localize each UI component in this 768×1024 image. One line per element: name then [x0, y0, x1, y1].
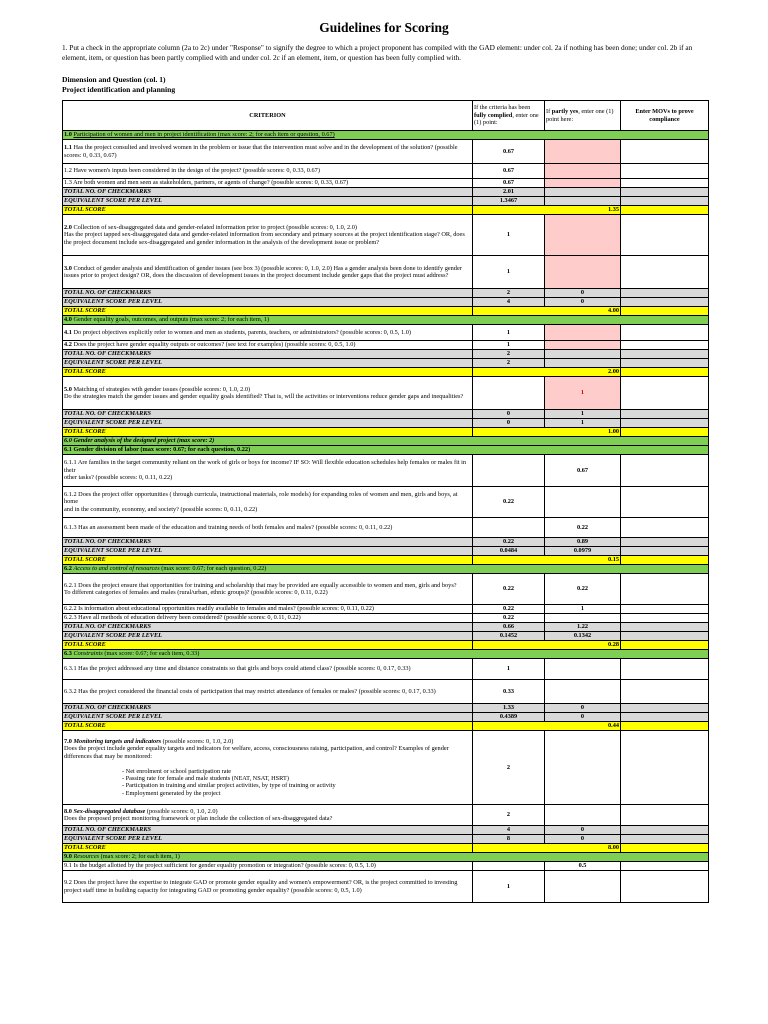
equivalent-row [63, 419, 709, 428]
header-text: If [546, 108, 552, 116]
checkmarks-row [63, 410, 709, 419]
criterion-number: 8.0 [64, 807, 74, 815]
table-row [63, 518, 709, 538]
partly-score-cell[interactable] [545, 256, 621, 289]
checkmarks-full-value: 0.22 [473, 538, 545, 547]
equivalent-label: EQUIVALENT SCORE PER LEVEL [63, 298, 473, 307]
checkmarks-full-value: 0 [473, 410, 545, 419]
table-row [63, 805, 709, 826]
equivalent-row [63, 359, 709, 368]
table-row [63, 605, 709, 614]
checkmarks-movs-cell [621, 538, 709, 547]
criterion-8-0 [63, 805, 473, 826]
table-row [63, 179, 709, 188]
full-score-cell[interactable]: 0.22 [473, 605, 545, 614]
criterion-text: 6.1.1 Are families in the target community reliant on the work of girls or boys for income? IF SO: Will flexible education schedules help females or males fit in their [64, 459, 467, 474]
table-row [63, 164, 709, 179]
table-row [63, 574, 709, 605]
equivalent-full-value: 0 [473, 419, 545, 428]
criterion-text: Collection of sex-disaggregated data and gender-related information prior to project (possible scores: 0, 1.0, 2.0) [73, 223, 357, 231]
criterion-6-1-1 [63, 455, 473, 487]
movs-cell[interactable] [621, 140, 709, 164]
total-score-label: TOTAL SCORE [63, 206, 473, 215]
list-item: - Employment generated by the project [122, 789, 221, 797]
full-score-cell[interactable]: 2 [473, 805, 545, 826]
movs-cell[interactable] [621, 574, 709, 605]
checkmarks-label: TOTAL NO. OF CHECKMARKS [63, 188, 473, 197]
dimension-heading [62, 75, 175, 95]
movs-cell[interactable] [621, 805, 709, 826]
movs-cell[interactable] [621, 871, 709, 903]
criterion-text: (possible scores: 0, 1.0, 2.0) [145, 807, 218, 815]
instructions-text: 1. Put a check in the appropriate column (2a to 2c) under "Response" to signify the degree to which a project proponent has compiled with the GAD element: under col. 2a if nothing has been done; under col. 2b if an element, item, or question has been partly complied with and under col. 2c if an element, item, or question has been fully complied with. [62, 43, 693, 62]
total-score-label: TOTAL SCORE [63, 556, 473, 565]
partly-score-cell[interactable]: 0.5 [545, 862, 621, 871]
criterion-6-2-2: 6.2.2 Is information about educational opportunities readily available to females and males? (possible scores: 0, 0.11, 0.22) [63, 605, 473, 614]
list-item: - Passing rate for female and male students (NEAT, NSAT, HSRT) [122, 774, 289, 782]
partly-score-cell[interactable] [545, 215, 621, 256]
checkmarks-partly-value: 0.89 [545, 538, 621, 547]
partly-score-cell[interactable] [545, 805, 621, 826]
equivalent-label: EQUIVALENT SCORE PER LEVEL [63, 419, 473, 428]
section-9-header [63, 853, 709, 862]
criterion-number: 4.2 [64, 341, 74, 349]
movs-cell[interactable] [621, 256, 709, 289]
criterion-text: Does the project have gender equality outputs or outcomes? (see text for examples) (possible scores: 0, 0.5, 1.0) [73, 341, 356, 349]
partly-score-cell[interactable] [545, 341, 621, 350]
indicator-list [64, 768, 471, 798]
criterion-text: Does the project include gender equality targets and indicators for welfare, access, consciousness raising, participation, and control? Examples of gender differences that may be monitored: [64, 745, 449, 760]
full-score-cell[interactable] [473, 518, 545, 538]
criterion-5-0 [63, 377, 473, 410]
checkmarks-full-value: 1.33 [473, 704, 545, 713]
total-score-value: 2.00 [473, 368, 621, 377]
criterion-4-1 [63, 325, 473, 341]
table-row [63, 215, 709, 256]
equivalent-partly-value: 0.1342 [545, 632, 621, 641]
partly-score-cell[interactable] [545, 140, 621, 164]
section-header-row [63, 131, 709, 140]
criterion-text: Matching of strategies with gender issues (possible scores: 0, 1.0, 2.0) [73, 385, 251, 393]
checkmarks-movs-cell [621, 623, 709, 632]
movs-cell[interactable] [621, 179, 709, 188]
table-row [63, 455, 709, 487]
equivalent-movs-cell [621, 359, 709, 368]
total-score-row [63, 556, 709, 565]
section-number: 1.0 [64, 131, 74, 139]
section-header-row [63, 565, 709, 574]
total-score-value: 1.35 [473, 206, 621, 215]
header-emphasis: partly yes [551, 108, 579, 116]
table-row [63, 680, 709, 704]
partly-score-cell[interactable]: 0.22 [545, 518, 621, 538]
full-score-cell[interactable]: 1 [473, 325, 545, 341]
checkmarks-label: TOTAL NO. OF CHECKMARKS [63, 826, 473, 835]
total-score-value: 4.00 [473, 307, 621, 316]
criterion-number: 7.0 [64, 737, 74, 745]
section-6-1-header: 6.1 Gender division of labor (max score: 0.67; for each question, 0.22) [63, 446, 709, 455]
checkmarks-row [63, 289, 709, 298]
criterion-number: 5.0 [64, 385, 74, 393]
equivalent-full-value: 0.1452 [473, 632, 545, 641]
total-score-label: TOTAL SCORE [63, 844, 473, 853]
full-score-cell[interactable]: 0.22 [473, 614, 545, 623]
checkmarks-full-value: 2.01 [473, 188, 545, 197]
movs-cell[interactable] [621, 377, 709, 410]
total-score-row [63, 844, 709, 853]
checkmarks-partly-value [545, 188, 621, 197]
movs-cell[interactable] [621, 731, 709, 805]
full-score-cell[interactable]: 0.67 [473, 140, 545, 164]
equivalent-full-value: 1.3467 [473, 197, 545, 206]
total-movs-cell [621, 206, 709, 215]
scoring-table [62, 100, 709, 903]
equivalent-row [63, 547, 709, 556]
movs-cell[interactable] [621, 164, 709, 179]
equivalent-partly-value: 0.0979 [545, 547, 621, 556]
header-text: , enter one (1) point here: [546, 108, 614, 123]
equivalent-partly-value: 1 [545, 419, 621, 428]
full-score-cell[interactable]: 0.67 [473, 179, 545, 188]
criterion-7-0 [63, 731, 473, 805]
section-number: 4.0 [64, 316, 74, 324]
total-movs-cell [621, 307, 709, 316]
partly-score-cell[interactable]: 0.22 [545, 574, 621, 605]
checkmarks-partly-value: 0 [545, 704, 621, 713]
criterion-1-2: 1.2 Have women's inputs been considered in the design of the project? (possible scores: 0, 0.33, 0.67) [63, 164, 473, 179]
equivalent-row [63, 632, 709, 641]
equivalent-partly-value: 0 [545, 298, 621, 307]
criterion-9-1: 9.1 Is the budget allotted by the project sufficient for gender equality promotion or integration? (possible scores: 0, 0.5, 1.0) [63, 862, 473, 871]
equivalent-row [63, 298, 709, 307]
table-row [63, 871, 709, 903]
total-score-label: TOTAL SCORE [63, 722, 473, 731]
partly-score-cell[interactable] [545, 659, 621, 680]
criterion-text: Has the project tapped sex-disaggregated data and gender-related information from secondary and primary sources at the project identification stage? OR, does the project document include sex-disaggregated and gender information in the analysis of the development issue or problem? [64, 231, 465, 246]
total-movs-cell [621, 641, 709, 650]
total-score-row [63, 307, 709, 316]
total-movs-cell [621, 556, 709, 565]
partly-score-cell[interactable] [545, 614, 621, 623]
partly-score-cell[interactable] [545, 680, 621, 704]
equivalent-movs-cell [621, 713, 709, 722]
movs-cell[interactable] [621, 455, 709, 487]
checkmarks-full-value: 4 [473, 826, 545, 835]
criterion-3-0 [63, 256, 473, 289]
criterion-2-0 [63, 215, 473, 256]
equivalent-partly-value: 0 [545, 835, 621, 844]
criterion-title: Monitoring targets and indicators [73, 737, 162, 745]
section-title: Access to and control of resources [73, 565, 160, 573]
full-score-cell[interactable]: 1 [473, 215, 545, 256]
criterion-number: 1.1 [64, 144, 74, 152]
dimension-subheading: Project identification and planning [62, 85, 176, 94]
section-title: Gender equality goals, outcomes, and outputs (max score: 2; for each item, 1) [73, 316, 270, 324]
list-item: - Net enrolment or school participation rate [122, 767, 232, 775]
criterion-title: Sex-disaggregated database [73, 807, 146, 815]
section-1-header [63, 131, 709, 140]
total-movs-cell [621, 722, 709, 731]
criterion-text: 6.2.1 Does the project ensure that opportunities for training and scholarship that may be provided are equally accessible to women and men, girls and boys? [64, 581, 457, 589]
section-6-header: 6.0 Gender analysis of the designed project (max score: 2) [63, 437, 709, 446]
partly-score-cell[interactable] [545, 487, 621, 518]
checkmarks-full-value: 2 [473, 350, 545, 359]
total-score-label: TOTAL SCORE [63, 307, 473, 316]
equivalent-label: EQUIVALENT SCORE PER LEVEL [63, 359, 473, 368]
fully-complied-header [473, 101, 545, 131]
movs-cell[interactable] [621, 487, 709, 518]
criterion-6-3-1: 6.3.1 Has the project addressed any time and distance constraints so that girls and boys could attend class? (possible scores: 0, 0.17, 0.33) [63, 659, 473, 680]
total-score-label: TOTAL SCORE [63, 368, 473, 377]
movs-cell[interactable] [621, 518, 709, 538]
section-title: Resources [73, 853, 100, 861]
section-6-2-header [63, 565, 709, 574]
criterion-text: Does the proposed project monitoring framework or plan include the collection of sex-disaggregated data? [64, 815, 333, 822]
checkmarks-label: TOTAL NO. OF CHECKMARKS [63, 538, 473, 547]
table-header-row [63, 101, 709, 131]
total-score-value: 8.00 [473, 844, 621, 853]
checkmarks-row [63, 704, 709, 713]
dimension-question-label: Dimension and Question (col. 1) [62, 75, 166, 84]
full-score-cell[interactable]: 1 [473, 659, 545, 680]
partly-score-cell[interactable]: 0.67 [545, 455, 621, 487]
criterion-6-1-3: 6.1.3 Has an assessment been made of the education and training needs of both females and males? (possible scores: 0, 0.11, 0.22) [63, 518, 473, 538]
table-row [63, 140, 709, 164]
checkmarks-partly-value [545, 350, 621, 359]
total-score-value: 1.00 [473, 428, 621, 437]
criterion-header: CRITERION [63, 101, 473, 131]
total-movs-cell [621, 428, 709, 437]
header-emphasis: fully complied [474, 111, 513, 119]
full-score-cell[interactable] [473, 862, 545, 871]
checkmarks-partly-value: 1.22 [545, 623, 621, 632]
section-header-row [63, 446, 709, 455]
checkmarks-label: TOTAL NO. OF CHECKMARKS [63, 350, 473, 359]
section-header-row [63, 437, 709, 446]
checkmarks-movs-cell [621, 410, 709, 419]
equivalent-movs-cell [621, 419, 709, 428]
equivalent-full-value: 8 [473, 835, 545, 844]
full-score-cell[interactable]: 0.67 [473, 164, 545, 179]
criterion-4-2 [63, 341, 473, 350]
equivalent-row [63, 835, 709, 844]
section-number: 6.2 [64, 565, 74, 573]
total-score-row [63, 722, 709, 731]
equivalent-movs-cell [621, 197, 709, 206]
table-row [63, 377, 709, 410]
total-score-row [63, 428, 709, 437]
partly-yes-header [545, 101, 621, 131]
criterion-text: Has the project consulted and involved women in the problem or issue that the intervention must solve and in the development of the solution? (possible scores: 0, 0.33, 0.67) [64, 144, 458, 159]
partly-score-cell[interactable]: 1 [545, 377, 621, 410]
table-row [63, 614, 709, 623]
equivalent-movs-cell [621, 547, 709, 556]
criterion-text: other tasks? (possible scores: 0, 0.11, 0.22) [64, 474, 173, 482]
total-score-label: TOTAL SCORE [63, 428, 473, 437]
criterion-text: Do project objectives explicitly refer to women and men as students, parents, teachers, or administrators? (possible scores: 0, 0.5, 1.0) [73, 328, 411, 336]
criterion-number: 3.0 [64, 264, 74, 272]
table-row [63, 487, 709, 518]
criterion-text: To different categories of females and males (rural/urban, ethnic groups)? (possible scores: 0, 0.11, 0.22) [64, 589, 328, 596]
criterion-text: Do the strategies match the gender issues and gender equality goals identified? That is, will the activities or interventions reduce gender gaps and inequalities? [64, 393, 464, 400]
section-6-3-header [63, 650, 709, 659]
full-score-cell[interactable] [473, 455, 545, 487]
full-score-cell[interactable]: 0.22 [473, 574, 545, 605]
checkmarks-movs-cell [621, 289, 709, 298]
full-score-cell[interactable] [473, 377, 545, 410]
total-score-row [63, 641, 709, 650]
section-note: (max score: 0.67; for each item, 0.33) [102, 650, 200, 658]
table-row [63, 659, 709, 680]
total-score-row [63, 206, 709, 215]
equivalent-full-value: 0.4389 [473, 713, 545, 722]
equivalent-movs-cell [621, 298, 709, 307]
checkmarks-movs-cell [621, 826, 709, 835]
criterion-6-2-1 [63, 574, 473, 605]
movs-header: Enter MOVs to prove compliance [621, 101, 709, 131]
header-text: If the criteria has been [474, 104, 531, 112]
equivalent-partly-value [545, 197, 621, 206]
criterion-text: Conduct of gender analysis and identification of gender issues (see box 3) (possible scores: 0, 1.0, 2.0) Has a gender analysis been done to identify gender issues prior to project design? OR, does the discussion of development issues in the project document include gender gaps that the project must address? [64, 264, 462, 279]
movs-cell[interactable] [621, 605, 709, 614]
checkmarks-label: TOTAL NO. OF CHECKMARKS [63, 289, 473, 298]
movs-cell[interactable] [621, 659, 709, 680]
movs-cell[interactable] [621, 862, 709, 871]
total-movs-cell [621, 844, 709, 853]
equivalent-movs-cell [621, 632, 709, 641]
total-movs-cell [621, 368, 709, 377]
criterion-text: 6.1.2 Does the project offer opportunities ( through curricula, instructional materials, role models) for expanding roles of women and men, girls and boys, at home [64, 490, 458, 506]
table-row [63, 341, 709, 350]
checkmarks-partly-value: 1 [545, 410, 621, 419]
equivalent-movs-cell [621, 835, 709, 844]
partly-score-cell[interactable] [545, 871, 621, 903]
partly-score-cell[interactable]: 1 [545, 605, 621, 614]
partly-score-cell[interactable] [545, 179, 621, 188]
total-score-label: TOTAL SCORE [63, 641, 473, 650]
partly-score-cell[interactable] [545, 731, 621, 805]
list-item: - Participation in training and similar project activities, by type of training or activity [122, 782, 336, 790]
section-4-header [63, 316, 709, 325]
criterion-6-3-2: 6.3.2 Has the project considered the financial costs of participation that may restrict attendance of females or males? (possible scores: 0, 0.17, 0.33) [63, 680, 473, 704]
criterion-9-2: 9.2 Does the project have the expertise to integrate GAD or promote gender equality and women's empowerment? OR, is the project committed to investing project staff time in building capacity for integrating GAD or promoting gender equality? (possible scores: 0, 0.5, 1.0) [63, 871, 473, 903]
criterion-text: and in the community, economy, and society? (possible scores: 0, 0.11, 0.22) [64, 505, 258, 513]
movs-cell[interactable] [621, 325, 709, 341]
movs-cell[interactable] [621, 680, 709, 704]
table-row [63, 731, 709, 805]
page-title: Guidelines for Scoring [319, 20, 449, 35]
table-row [63, 862, 709, 871]
criterion-6-2-3: 6.2.3 Have all methods of education delivery been considered? (possible scores: 0, 0.11, 0.22) [63, 614, 473, 623]
checkmarks-label: TOTAL NO. OF CHECKMARKS [63, 623, 473, 632]
criterion-number: 2.0 [64, 223, 74, 231]
checkmarks-movs-cell [621, 188, 709, 197]
section-title: Constraints [73, 650, 103, 658]
table-row [63, 256, 709, 289]
criterion-1-3: 1.3 Are both women and men seen as stakeholders, partners, or agents of change? (possible scores: 0, 0.33, 0.67) [63, 179, 473, 188]
partly-score-cell[interactable] [545, 325, 621, 341]
total-score-value: 0.44 [473, 722, 621, 731]
criterion-text: (possible scores: 0, 1.0, 2.0) [161, 737, 234, 745]
full-score-cell[interactable]: 1 [473, 871, 545, 903]
criterion-6-1-2 [63, 487, 473, 518]
full-score-cell[interactable]: 2 [473, 731, 545, 805]
section-number: 9.0 [64, 853, 74, 861]
equivalent-label: EQUIVALENT SCORE PER LEVEL [63, 547, 473, 556]
equivalent-full-value: 2 [473, 359, 545, 368]
equivalent-row [63, 713, 709, 722]
equivalent-full-value: 0.0484 [473, 547, 545, 556]
section-number: 6.3 [64, 650, 74, 658]
criterion-number: 4.1 [64, 328, 74, 336]
total-score-row [63, 368, 709, 377]
full-score-cell[interactable]: 1 [473, 341, 545, 350]
checkmarks-movs-cell [621, 704, 709, 713]
checkmarks-full-value: 2 [473, 289, 545, 298]
checkmarks-label: TOTAL NO. OF CHECKMARKS [63, 410, 473, 419]
checkmarks-label: TOTAL NO. OF CHECKMARKS [63, 704, 473, 713]
section-header-row [63, 853, 709, 862]
equivalent-label: EQUIVALENT SCORE PER LEVEL [63, 835, 473, 844]
header-text: , enter one (1) point: [474, 111, 539, 127]
equivalent-row [63, 197, 709, 206]
checkmarks-partly-value: 0 [545, 826, 621, 835]
section-title: Participation of women and men in project identification (max score: 2; for each item or question, 0.67) [73, 131, 335, 139]
table-row [63, 325, 709, 341]
checkmarks-row [63, 538, 709, 547]
checkmarks-partly-value: 0 [545, 289, 621, 298]
equivalent-partly-value [545, 359, 621, 368]
full-score-cell[interactable]: 0.22 [473, 487, 545, 518]
checkmarks-row [63, 350, 709, 359]
checkmarks-row [63, 188, 709, 197]
section-note: (max score: 0.67; for each question, 0.22) [159, 565, 267, 573]
equivalent-label: EQUIVALENT SCORE PER LEVEL [63, 197, 473, 206]
movs-cell[interactable] [621, 215, 709, 256]
criterion-1-1 [63, 140, 473, 164]
checkmarks-row [63, 623, 709, 632]
checkmarks-full-value: 0.66 [473, 623, 545, 632]
equivalent-partly-value: 0 [545, 713, 621, 722]
full-score-cell[interactable]: 0.33 [473, 680, 545, 704]
section-note: (max score: 2; for each item, 1) [99, 853, 180, 861]
movs-cell[interactable] [621, 341, 709, 350]
partly-score-cell[interactable] [545, 164, 621, 179]
section-header-row [63, 650, 709, 659]
checkmarks-movs-cell [621, 350, 709, 359]
equivalent-full-value: 4 [473, 298, 545, 307]
full-score-cell[interactable]: 1 [473, 256, 545, 289]
movs-cell[interactable] [621, 614, 709, 623]
total-score-value: 0.28 [473, 641, 621, 650]
equivalent-label: EQUIVALENT SCORE PER LEVEL [63, 632, 473, 641]
section-header-row [63, 316, 709, 325]
equivalent-label: EQUIVALENT SCORE PER LEVEL [63, 713, 473, 722]
checkmarks-row [63, 826, 709, 835]
total-score-value: 0.15 [473, 556, 621, 565]
